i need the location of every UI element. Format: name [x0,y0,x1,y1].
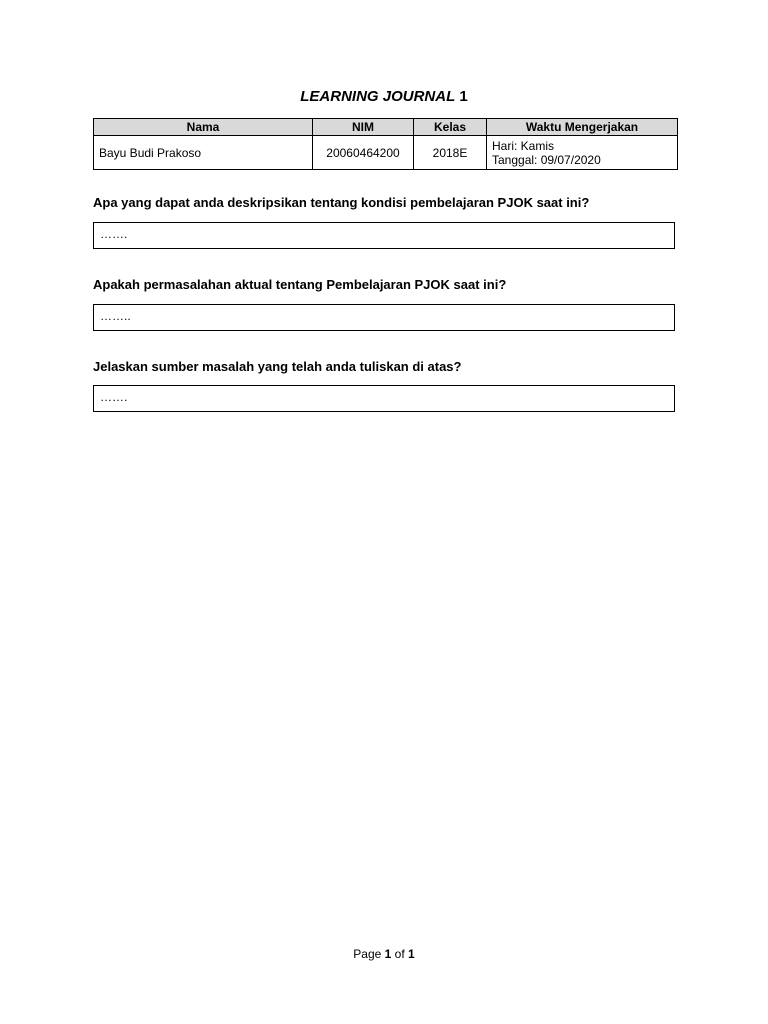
cell-nim: 20060464200 [313,136,414,170]
answer-box-3[interactable]: ……. [93,385,675,412]
table-row [94,136,678,170]
cell-nama: Bayu Budi Prakoso [94,136,313,170]
page-footer [0,947,768,961]
title-number: 1 [459,88,468,105]
cell-waktu [487,136,678,170]
header-waktu: Waktu Mengerjakan [487,119,678,136]
answer-box-2[interactable]: …….. [93,304,675,331]
question-3: Jelaskan sumber masalah yang telah anda tuliskan di atas? [93,359,462,374]
footer-total-pages: 1 [408,947,415,961]
waktu-tanggal: Tanggal: 09/07/2020 [492,152,601,167]
document-title [0,88,768,105]
table-header-row [94,119,678,136]
answer-box-1[interactable]: ……. [93,222,675,249]
header-kelas: Kelas [414,119,487,136]
cell-kelas: 2018E [414,136,487,170]
title-text: LEARNING JOURNAL [300,88,456,105]
footer-of-word: of [394,947,405,961]
student-info-table [93,118,678,170]
footer-current-page: 1 [384,947,392,961]
footer-page-word: Page [353,947,382,961]
question-1: Apa yang dapat anda deskripsikan tentang kondisi pembelajaran PJOK saat ini? [93,195,590,210]
question-2: Apakah permasalahan aktual tentang Pembelajaran PJOK saat ini? [93,277,507,292]
header-nim: NIM [313,119,414,136]
header-nama: Nama [94,119,313,136]
waktu-hari: Hari: Kamis [492,138,555,153]
